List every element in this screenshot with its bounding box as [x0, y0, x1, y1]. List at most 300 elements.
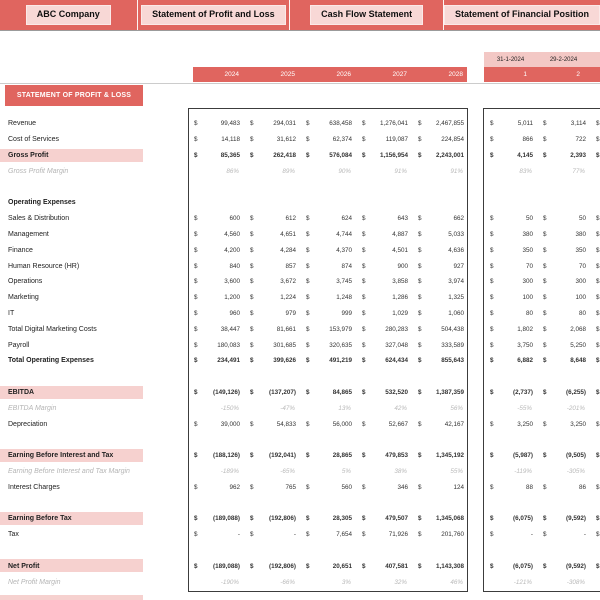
currency-symbol: $	[250, 531, 254, 539]
row-label: Interest Charges	[8, 483, 60, 491]
cell-amount: 262,418	[273, 151, 296, 159]
value-cell: -150%	[220, 404, 239, 412]
row-label: Revenue	[8, 120, 37, 128]
value-cell	[484, 148, 537, 164]
value-cell	[356, 148, 412, 164]
cell-amount: 80	[525, 309, 533, 317]
currency-symbol: $	[194, 120, 198, 128]
value-cell	[188, 132, 244, 148]
cell-amount: 927	[453, 262, 464, 270]
value-cell: -65%	[280, 467, 295, 475]
cell-amount: 52,667	[388, 420, 408, 428]
profit-and-loss-tab-button[interactable]: Statement of Profit and Loss	[141, 5, 286, 25]
value-cell	[484, 353, 537, 369]
value-cell	[537, 337, 590, 353]
cell-amount: 1,200	[224, 294, 240, 302]
value-cell: 90%	[338, 167, 351, 175]
nav-cell-pnl	[138, 0, 291, 30]
value-cell	[590, 242, 600, 258]
company-button[interactable]: ABC Company	[26, 5, 111, 25]
currency-symbol: $	[194, 483, 198, 491]
currency-symbol: $	[194, 531, 198, 539]
cell-amount: (188,126)	[213, 452, 240, 460]
row-label: Total Digital Marketing Costs	[8, 325, 97, 333]
table-row	[0, 337, 600, 353]
row-label: Earning Before Interest and Tax Margin	[8, 467, 130, 475]
cell-amount: 1,060	[448, 309, 464, 317]
cell-amount: 399,626	[273, 357, 296, 365]
cell-amount: 294,031	[273, 120, 296, 128]
value-cell	[300, 227, 356, 243]
cell-amount: 4,370	[336, 246, 352, 254]
currency-symbol: $	[596, 452, 600, 460]
value-cell	[590, 116, 600, 132]
cell-amount: 979	[285, 309, 296, 317]
value-cell	[244, 274, 300, 290]
currency-symbol: $	[596, 388, 600, 396]
value-cell	[244, 132, 300, 148]
currency-symbol: $	[418, 278, 422, 286]
row-label: Total Operating Expenses	[8, 357, 94, 365]
currency-symbol: $	[362, 388, 366, 396]
currency-symbol: $	[490, 278, 494, 286]
cell-amount: 62,374	[332, 136, 352, 144]
cell-amount: 1,345,192	[435, 452, 464, 460]
side-table-date-header-bar	[484, 52, 600, 67]
currency-symbol: $	[194, 388, 198, 396]
currency-symbol: $	[418, 262, 422, 270]
cell-amount: 874	[341, 262, 352, 270]
cell-amount: 85,365	[220, 151, 240, 159]
value-cell	[300, 132, 356, 148]
value-cell	[244, 511, 300, 527]
value-cell	[412, 258, 468, 274]
currency-symbol: $	[490, 230, 494, 238]
value-cell	[300, 321, 356, 337]
row-label: Net Profit Margin	[8, 578, 61, 586]
value-cell: 38%	[394, 467, 407, 475]
value-cell	[188, 258, 244, 274]
value-cell	[590, 321, 600, 337]
currency-symbol: $	[250, 452, 254, 460]
cell-amount: 71,926	[388, 531, 408, 539]
value-cell	[412, 479, 468, 495]
currency-symbol: $	[418, 452, 422, 460]
value-cell	[590, 290, 600, 306]
value-cell	[356, 511, 412, 527]
cell-amount: 234,491	[217, 357, 240, 365]
currency-symbol: $	[194, 452, 198, 460]
cell-amount: 624,434	[385, 357, 408, 365]
table-row	[0, 558, 600, 574]
value-cell: -305%	[566, 467, 585, 475]
value-cell	[356, 258, 412, 274]
cell-amount: 624	[341, 215, 352, 223]
cell-amount: 56,000	[332, 420, 352, 428]
table-row	[0, 495, 600, 511]
value-cell: -308%	[566, 578, 585, 586]
cell-amount: 350	[575, 246, 586, 254]
cell-amount: (192,041)	[269, 452, 296, 460]
value-cell	[300, 306, 356, 322]
cell-amount: 1,248	[336, 294, 352, 302]
cell-amount: 201,760	[441, 531, 464, 539]
value-cell	[484, 479, 537, 495]
value-cell	[356, 321, 412, 337]
value-cell: -47%	[280, 404, 295, 412]
currency-symbol: $	[543, 246, 547, 254]
cell-amount: -	[293, 531, 296, 539]
cell-amount: 3,974	[448, 278, 464, 286]
currency-symbol: $	[306, 309, 310, 317]
value-cell	[537, 132, 590, 148]
cell-amount: 4,145	[517, 151, 533, 159]
table-row	[0, 400, 600, 416]
currency-symbol: $	[306, 278, 310, 286]
cell-amount: 86	[578, 483, 586, 491]
cell-amount: 612	[285, 215, 296, 223]
main-table-year-header-bar	[193, 67, 467, 82]
cell-amount: 765	[285, 483, 296, 491]
value-cell	[484, 321, 537, 337]
cell-amount: 560	[341, 483, 352, 491]
cell-amount: 2,393	[570, 151, 586, 159]
cell-amount: 960	[229, 309, 240, 317]
cell-amount: 70	[525, 262, 533, 270]
value-cell	[590, 211, 600, 227]
cell-amount: 857	[285, 262, 296, 270]
value-cell	[590, 274, 600, 290]
period-number-cell: 1	[523, 71, 527, 78]
value-cell	[590, 306, 600, 322]
currency-symbol: $	[596, 325, 600, 333]
table-row	[0, 432, 600, 448]
currency-symbol: $	[418, 230, 422, 238]
cell-amount: 532,520	[385, 388, 408, 396]
cell-amount: 866	[522, 136, 533, 144]
table-row	[0, 448, 600, 464]
row-label: Cost of Services	[8, 136, 59, 144]
table-row	[0, 306, 600, 322]
currency-symbol: $	[194, 230, 198, 238]
cell-amount: 2,243,001	[435, 151, 464, 159]
value-cell	[412, 385, 468, 401]
cell-amount: 4,200	[224, 246, 240, 254]
year-header-cell: 2024	[224, 71, 239, 78]
nav-cell-cashflow	[290, 0, 444, 30]
cell-amount: 1,224	[280, 294, 296, 302]
value-cell	[188, 511, 244, 527]
row-label: Human Resource (HR)	[8, 262, 80, 270]
currency-symbol: $	[250, 151, 254, 159]
value-cell	[484, 258, 537, 274]
currency-symbol: $	[596, 136, 600, 144]
cell-amount: (9,592)	[566, 562, 586, 570]
value-cell	[356, 385, 412, 401]
next-row-highlight-sliver	[0, 595, 143, 600]
currency-symbol: $	[543, 325, 547, 333]
currency-symbol: $	[194, 136, 198, 144]
currency-symbol: $	[306, 262, 310, 270]
currency-symbol: $	[418, 309, 422, 317]
currency-symbol: $	[362, 531, 366, 539]
value-cell	[484, 227, 537, 243]
value-cell	[356, 558, 412, 574]
side-table-period-header-bar	[484, 67, 600, 82]
cell-amount: 1,325	[448, 294, 464, 302]
currency-symbol: $	[250, 562, 254, 570]
value-cell	[412, 558, 468, 574]
cell-amount: 3,250	[570, 420, 586, 428]
currency-symbol: $	[362, 230, 366, 238]
cell-amount: 1,029	[392, 309, 408, 317]
value-cell	[412, 290, 468, 306]
table-row	[0, 353, 600, 369]
value-cell	[356, 337, 412, 353]
currency-symbol: $	[194, 420, 198, 428]
value-cell: 89%	[282, 167, 295, 175]
value-cell	[244, 385, 300, 401]
value-cell	[412, 132, 468, 148]
currency-symbol: $	[250, 215, 254, 223]
value-cell	[412, 116, 468, 132]
value-cell: -189%	[220, 467, 239, 475]
value-cell: 13%	[338, 404, 351, 412]
value-cell	[537, 306, 590, 322]
value-cell	[412, 416, 468, 432]
value-cell: 32%	[394, 578, 407, 586]
cell-amount: 153,979	[329, 325, 352, 333]
currency-symbol: $	[596, 215, 600, 223]
row-label: Operations	[8, 278, 43, 286]
value-cell	[484, 448, 537, 464]
cell-amount: 4,651	[280, 230, 296, 238]
row-label: Net Profit	[8, 562, 40, 570]
value-cell	[244, 306, 300, 322]
cell-amount: 4,560	[224, 230, 240, 238]
table-row	[0, 369, 600, 385]
value-cell	[244, 290, 300, 306]
year-header-cell: 2028	[448, 71, 463, 78]
currency-symbol: $	[543, 151, 547, 159]
value-cell	[412, 148, 468, 164]
value-cell	[300, 337, 356, 353]
currency-symbol: $	[306, 246, 310, 254]
nav-cell-financial-position	[444, 0, 600, 30]
value-cell: -55%	[517, 404, 532, 412]
table-row	[0, 242, 600, 258]
currency-symbol: $	[596, 531, 600, 539]
value-cell	[188, 353, 244, 369]
cell-amount: 1,156,954	[379, 151, 408, 159]
cell-amount: 3,745	[336, 278, 352, 286]
currency-symbol: $	[596, 483, 600, 491]
value-cell	[484, 274, 537, 290]
value-cell	[590, 511, 600, 527]
cell-amount: 1,387,359	[435, 388, 464, 396]
value-cell: 86%	[226, 167, 239, 175]
currency-symbol: $	[306, 562, 310, 570]
currency-symbol: $	[543, 483, 547, 491]
cash-flow-tab-button[interactable]: Cash Flow Statement	[310, 5, 423, 25]
cell-amount: 31,612	[276, 136, 296, 144]
cell-amount: 380	[575, 230, 586, 238]
value-cell	[188, 148, 244, 164]
value-cell	[412, 353, 468, 369]
currency-symbol: $	[306, 151, 310, 159]
cell-amount: 4,636	[448, 246, 464, 254]
value-cell	[244, 227, 300, 243]
currency-symbol: $	[596, 294, 600, 302]
currency-symbol: $	[490, 309, 494, 317]
currency-symbol: $	[418, 294, 422, 302]
table-row	[0, 543, 600, 559]
value-cell	[356, 306, 412, 322]
currency-symbol: $	[194, 325, 198, 333]
currency-symbol: $	[306, 325, 310, 333]
currency-symbol: $	[490, 215, 494, 223]
cell-amount: 119,087	[385, 136, 408, 144]
currency-symbol: $	[250, 230, 254, 238]
table-row	[0, 148, 600, 164]
currency-symbol: $	[194, 246, 198, 254]
year-header-cell: 2025	[280, 71, 295, 78]
cell-amount: 5,011	[517, 120, 533, 128]
value-cell	[300, 258, 356, 274]
currency-symbol: $	[490, 562, 494, 570]
value-cell	[537, 242, 590, 258]
cell-amount: 100	[522, 294, 533, 302]
row-label: Depreciation	[8, 420, 48, 428]
currency-symbol: $	[306, 215, 310, 223]
table-row	[0, 179, 600, 195]
value-cell	[537, 479, 590, 495]
currency-symbol: $	[250, 515, 254, 523]
cell-amount: 350	[522, 246, 533, 254]
value-cell: 55%	[450, 467, 463, 475]
value-cell: 83%	[519, 167, 532, 175]
value-cell	[412, 211, 468, 227]
cell-amount: 576,084	[329, 151, 352, 159]
currency-symbol: $	[306, 452, 310, 460]
currency-symbol: $	[543, 452, 547, 460]
cell-amount: 999	[341, 309, 352, 317]
value-cell	[537, 148, 590, 164]
currency-symbol: $	[306, 294, 310, 302]
value-cell	[484, 511, 537, 527]
currency-symbol: $	[418, 246, 422, 254]
currency-symbol: $	[596, 246, 600, 254]
cell-amount: 3,250	[517, 420, 533, 428]
currency-symbol: $	[543, 420, 547, 428]
value-cell	[244, 558, 300, 574]
value-cell: -66%	[280, 578, 295, 586]
currency-symbol: $	[362, 515, 366, 523]
currency-symbol: $	[490, 136, 494, 144]
cell-amount: 2,068	[570, 325, 586, 333]
currency-symbol: $	[418, 136, 422, 144]
value-cell	[356, 290, 412, 306]
value-cell	[300, 558, 356, 574]
table-row	[0, 479, 600, 495]
currency-symbol: $	[362, 262, 366, 270]
row-label: Operating Expenses	[8, 199, 76, 207]
value-cell	[484, 242, 537, 258]
currency-symbol: $	[418, 515, 422, 523]
cell-amount: (189,088)	[213, 515, 240, 523]
currency-symbol: $	[596, 562, 600, 570]
currency-symbol: $	[362, 246, 366, 254]
value-cell	[537, 385, 590, 401]
table-row	[0, 416, 600, 432]
table-row	[0, 274, 600, 290]
cell-amount: 327,048	[385, 341, 408, 349]
cell-amount: 7,654	[336, 531, 352, 539]
table-row	[0, 163, 600, 179]
currency-symbol: $	[250, 388, 254, 396]
cell-amount: 662	[453, 215, 464, 223]
value-cell: 42%	[394, 404, 407, 412]
cell-amount: 300	[522, 278, 533, 286]
value-cell	[537, 353, 590, 369]
currency-symbol: $	[596, 515, 600, 523]
currency-symbol: $	[194, 278, 198, 286]
value-cell: -201%	[566, 404, 585, 412]
value-cell	[244, 258, 300, 274]
row-label: Payroll	[8, 341, 30, 349]
currency-symbol: $	[418, 388, 422, 396]
cell-amount: 722	[575, 136, 586, 144]
table-row	[0, 227, 600, 243]
currency-symbol: $	[490, 515, 494, 523]
cell-amount: 380	[522, 230, 533, 238]
cell-amount: 600	[229, 215, 240, 223]
currency-symbol: $	[250, 309, 254, 317]
financial-position-tab-button[interactable]: Statement of Financial Position	[444, 5, 600, 25]
row-label: IT	[8, 309, 15, 317]
currency-symbol: $	[306, 230, 310, 238]
currency-symbol: $	[418, 357, 422, 365]
currency-symbol: $	[543, 531, 547, 539]
row-label: Management	[8, 230, 49, 238]
currency-symbol: $	[418, 325, 422, 333]
currency-symbol: $	[194, 341, 198, 349]
currency-symbol: $	[194, 357, 198, 365]
cell-amount: 280,283	[385, 325, 408, 333]
currency-symbol: $	[543, 294, 547, 302]
cell-amount: 39,000	[220, 420, 240, 428]
value-cell	[244, 116, 300, 132]
currency-symbol: $	[418, 420, 422, 428]
value-cell	[356, 448, 412, 464]
currency-symbol: $	[490, 120, 494, 128]
cell-amount: (189,088)	[213, 562, 240, 570]
value-cell	[356, 274, 412, 290]
row-label: EBITDA	[8, 388, 35, 396]
row-label: EBITDA Margin	[8, 404, 57, 412]
cell-amount: 2,467,855	[435, 120, 464, 128]
value-cell	[537, 558, 590, 574]
statement-title: STATEMENT OF PROFIT & LOSS	[5, 85, 143, 106]
value-cell: -121%	[513, 578, 532, 586]
value-cell	[244, 416, 300, 432]
cell-amount: 1,802	[517, 325, 533, 333]
currency-symbol: $	[596, 309, 600, 317]
value-cell	[484, 211, 537, 227]
cell-amount: (6,075)	[513, 562, 533, 570]
currency-symbol: $	[490, 420, 494, 428]
cell-amount: 8,648	[570, 357, 586, 365]
